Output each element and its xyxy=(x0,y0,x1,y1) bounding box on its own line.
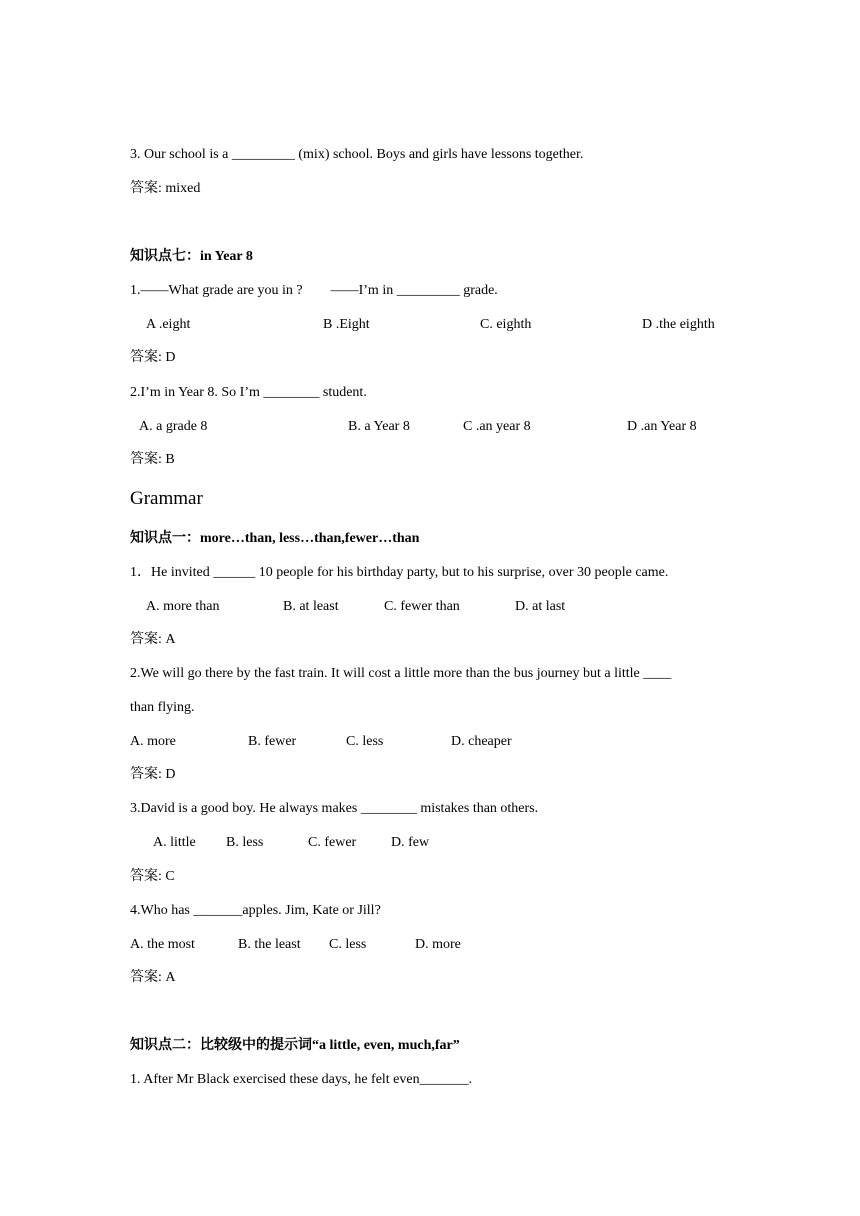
option-d: D .the eighth xyxy=(642,317,715,332)
answer-text: 答案: A xyxy=(130,970,176,985)
question-text: 4.Who has _______apples. Jim, Kate or Jill? xyxy=(130,903,381,918)
section-heading: 知识点一：more…than, less…than,fewer…than xyxy=(130,531,420,546)
question-text: 2.I’m in Year 8. So I’m ________ student. xyxy=(130,385,367,400)
option-d: D .an Year 8 xyxy=(627,419,697,434)
answer-text: 答案: D xyxy=(130,350,176,365)
question-text: 3.David is a good boy. He always makes ________ mistakes than others. xyxy=(130,801,539,816)
option-a: A. little xyxy=(153,835,196,850)
option-b: B. the least xyxy=(238,937,301,952)
option-d: D. more xyxy=(415,937,461,952)
question-text: 2.We will go there by the fast train. It will cost a little more than the bus journey but a little ____ xyxy=(130,666,672,681)
option-b: B. at least xyxy=(283,599,339,614)
answer-text: 答案: mixed xyxy=(130,181,201,196)
option-c: C. less xyxy=(346,734,384,749)
option-a: A. a grade 8 xyxy=(139,419,208,434)
option-b: B. a Year 8 xyxy=(348,419,410,434)
option-c: C. fewer than xyxy=(384,599,460,614)
option-b: B .Eight xyxy=(323,317,370,332)
option-c: C. less xyxy=(329,937,367,952)
question-text: 1．He invited ______ 10 people for his birthday party, but to his surprise, over 30 people came. xyxy=(130,565,669,580)
question-text-continued: than flying. xyxy=(130,700,195,715)
option-b: B. less xyxy=(226,835,264,850)
option-a: A. more xyxy=(130,734,176,749)
question-text: 3. Our school is a _________ (mix) school. Boys and girls have lessons together. xyxy=(130,147,584,162)
option-a: A .eight xyxy=(146,317,191,332)
option-d: D. few xyxy=(391,835,430,850)
answer-text: 答案: D xyxy=(130,767,176,782)
question-text: 1.——What grade are you in ? ——I’m in _________ grade. xyxy=(130,283,498,298)
answer-text: 答案: C xyxy=(130,869,175,884)
option-c: C. fewer xyxy=(308,835,357,850)
option-d: D. cheaper xyxy=(451,734,512,749)
page-title: Grammar xyxy=(130,488,203,509)
option-b: B. fewer xyxy=(248,734,297,749)
option-c: C .an year 8 xyxy=(463,419,531,434)
answer-text: 答案: A xyxy=(130,632,176,647)
option-a: A. more than xyxy=(146,599,220,614)
answer-text: 答案: B xyxy=(130,452,175,467)
section-heading: 知识点七：in Year 8 xyxy=(130,249,253,264)
option-d: D. at last xyxy=(515,599,566,614)
option-a: A. the most xyxy=(130,937,195,952)
section-heading: 知识点二：比较级中的提示词“a little, even, much,far” xyxy=(130,1038,460,1053)
option-c: C. eighth xyxy=(480,317,532,332)
question-text: 1. After Mr Black exercised these days, he felt even_______. xyxy=(130,1072,473,1087)
